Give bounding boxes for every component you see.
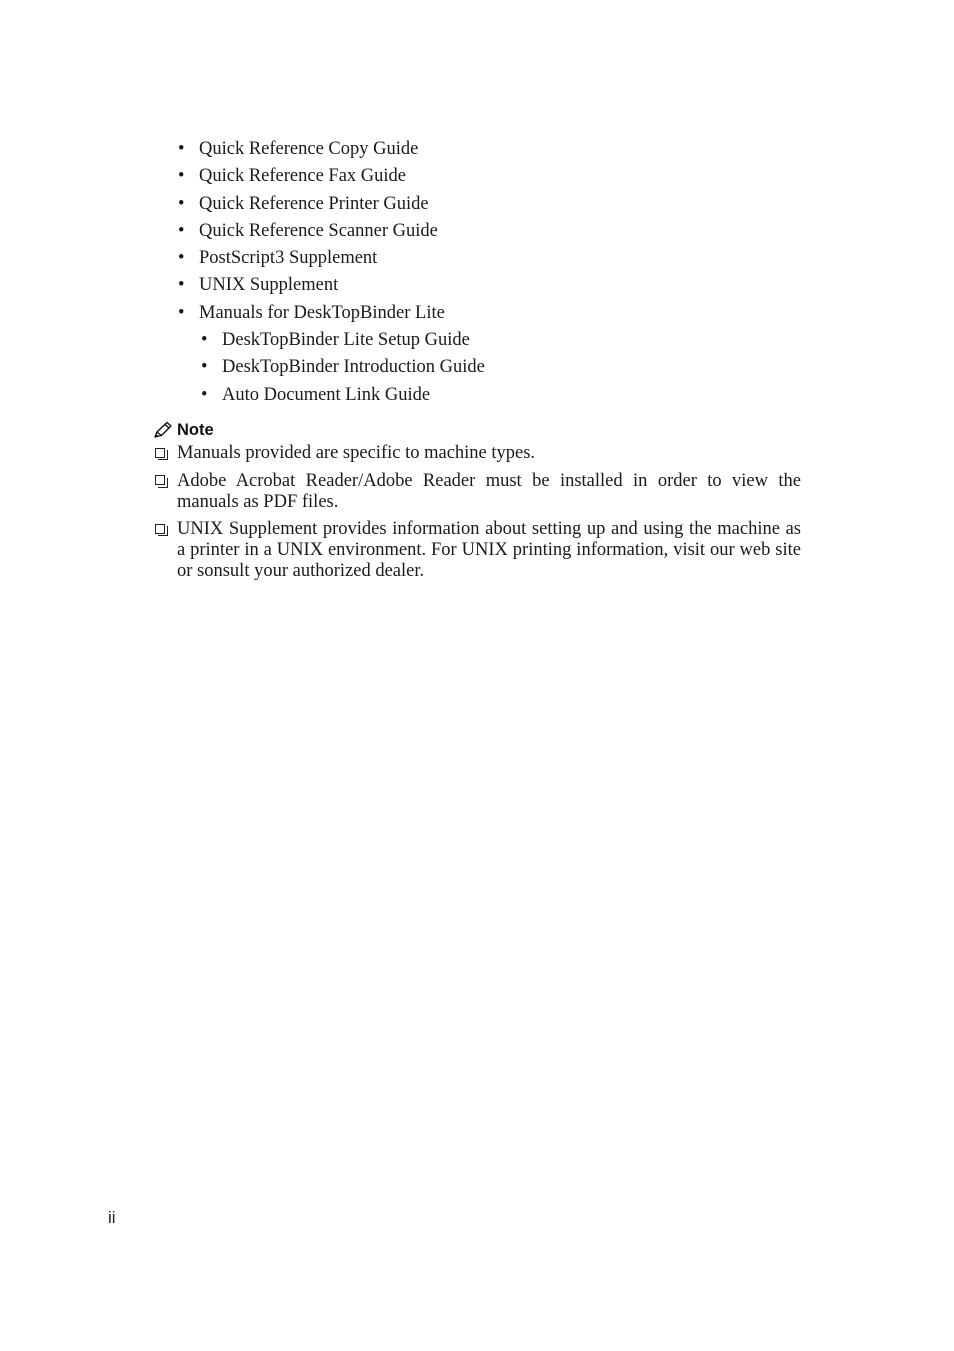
bullet-icon: • bbox=[178, 275, 185, 296]
list-item bbox=[178, 218, 445, 245]
checkbox-icon bbox=[155, 524, 165, 534]
list-item bbox=[178, 272, 445, 299]
sub-list-item bbox=[201, 382, 485, 409]
bullet-icon: • bbox=[201, 357, 208, 378]
manual-title: Quick Reference Scanner Guide bbox=[199, 220, 438, 241]
manual-title: Quick Reference Copy Guide bbox=[199, 139, 419, 159]
manual-list bbox=[178, 136, 485, 405]
bullet-icon: • bbox=[201, 384, 208, 405]
note-text: Manuals provided are specific to machine types. bbox=[177, 443, 536, 463]
note-item bbox=[153, 471, 801, 513]
note-text: Adobe Acrobat Reader/Adobe Reader must be installed in order to view the manuals as PDF files. bbox=[177, 470, 801, 512]
pencil-icon bbox=[153, 421, 173, 439]
sub-list-item bbox=[201, 327, 485, 354]
checkbox-icon bbox=[155, 475, 165, 485]
manual-title: DeskTopBinder Lite Setup Guide bbox=[222, 330, 470, 351]
manual-title: Auto Document Link Guide bbox=[222, 384, 431, 405]
manual-title: Manuals for DeskTopBinder Lite bbox=[199, 302, 445, 323]
bullet-icon: • bbox=[178, 193, 185, 214]
bullet-icon: • bbox=[178, 139, 185, 159]
note-item bbox=[153, 519, 801, 582]
manual-title: PostScript3 Supplement bbox=[199, 248, 378, 269]
desktopbinder-sub-list bbox=[201, 327, 485, 409]
manual-title: Quick Reference Fax Guide bbox=[199, 166, 407, 187]
list-item bbox=[178, 245, 445, 272]
list-item bbox=[178, 300, 485, 405]
note-title: Note bbox=[177, 420, 214, 439]
manual-title: Quick Reference Printer Guide bbox=[199, 193, 429, 214]
note-text: UNIX Supplement provides information about setting up and using the machine as a printer in a UNIX environment. For UNIX printing information, visit our web site or sonsult your authorized dealer. bbox=[177, 519, 801, 581]
bullet-icon: • bbox=[201, 330, 208, 351]
page-number: ii bbox=[108, 1208, 116, 1227]
list-item bbox=[178, 136, 445, 163]
note-section bbox=[153, 417, 801, 589]
bullet-icon: • bbox=[178, 220, 185, 241]
note-item bbox=[153, 443, 801, 464]
checkbox-icon bbox=[155, 448, 165, 458]
note-heading bbox=[153, 417, 801, 443]
list-item bbox=[178, 163, 445, 190]
bullet-icon: • bbox=[178, 302, 185, 323]
bullet-icon: • bbox=[178, 248, 185, 269]
list-item bbox=[178, 191, 445, 218]
bullet-icon: • bbox=[178, 166, 185, 187]
manual-title: DeskTopBinder Introduction Guide bbox=[222, 357, 485, 378]
note-items bbox=[153, 443, 801, 582]
sub-list-item bbox=[201, 354, 485, 381]
manual-title: UNIX Supplement bbox=[199, 275, 339, 296]
